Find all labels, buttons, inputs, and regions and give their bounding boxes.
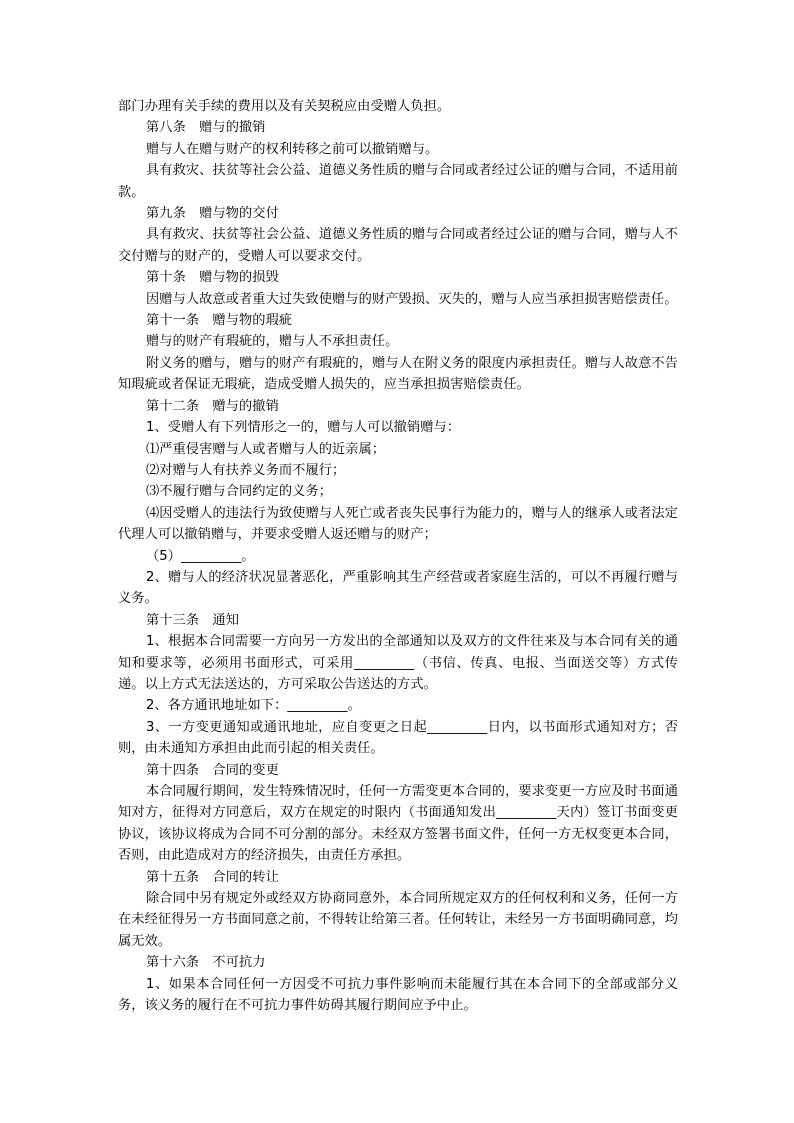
article-15-para-1: 除合同中另有规定外或经双方协商同意外，本合同所规定双方的任何权利和义务，任何一方在未经征得另一方书面同意之前，不得转让给第三者。任何转让，未经另一方书面明确同意，均属无效。	[118, 891, 678, 949]
article-11-heading: 第十一条 赠与物的瑕疵	[146, 313, 293, 329]
article-8-para-1: 赠与人在赠与财产的权利转移之前可以撤销赠与。	[146, 141, 439, 157]
article-10-heading: 第十条 赠与物的损毁	[146, 270, 279, 286]
article-11-para-1: 赠与的财产有瑕疵的，赠与人不承担责任。	[146, 334, 399, 350]
article-12-heading: 第十二条 赠与的撤销	[146, 398, 279, 414]
article-15-heading: 第十五条 合同的转让	[146, 869, 279, 885]
article-12-item-1: ⑴严重侵害赠与人或者赠与人的近亲属；	[146, 441, 386, 457]
article-8-para-2: 具有救灾、扶贫等社会公益、道德义务性质的赠与合同或者经过公证的赠与合同，不适用前款。	[118, 163, 678, 200]
article-13-heading: 第十三条 通知	[146, 612, 240, 628]
document-page	[118, 96, 678, 1016]
article-14-heading: 第十四条 合同的变更	[146, 762, 279, 778]
article-14-para-1: 本合同履行期间，发生特殊情况时，任何一方需变更本合同的，要求变更一方应及时书面通知对方，征得对方同意后，双方在规定的时限内（书面通知发出_________天内）签订书面变更协议，该协议将成为合同不可分割的部分。未经双方签署书面文件，任何一方无权变更本合同，否则，由此造成对方的经济损失，由责任方承担。	[118, 784, 678, 864]
article-12-item-5: （5）_________。	[146, 548, 255, 564]
article-12-para-2: 2、赠与人的经济状况显著恶化，严重影响其生产经营或者家庭生活的，可以不再履行赠与义务。	[118, 569, 678, 607]
article-12-item-4: ⑷因受赠人的违法行为致使赠与人死亡或者丧失民事行为能力的，赠与人的继承人或者法定代理人可以撤销赠与，并要求受赠人返还赠与的财产；	[118, 505, 678, 543]
paragraph-continuation: 部门办理有关手续的费用以及有关契税应由受赠人负担。	[118, 99, 451, 114]
article-12-item-3: ⑶不履行赠与合同约定的义务；	[146, 484, 333, 500]
article-11-para-2: 附义务的赠与，赠与的财产有瑕疵的，赠与人在附义务的限度内承担责任。赠与人故意不告知瑕疵或者保证无瑕疵，造成受赠人损失的，应当承担损害赔偿责任。	[118, 355, 678, 393]
article-16-para-1: 1、如果本合同任何一方因受不可抗力事件影响而未能履行其在本合同下的全部或部分义务，该义务的履行在不可抗力事件妨碍其履行期间应予中止。	[118, 976, 678, 1014]
article-12-item-2: ⑵对赠与人有扶养义务而不履行；	[146, 462, 346, 478]
article-10-para-1: 因赠与人故意或者重大过失致使赠与的财产毁损、灭失的，赠与人应当承担损害赔偿责任。	[146, 291, 678, 307]
article-13-para-3: 3、一方变更通知或通讯地址，应自变更之日起_________日内，以书面形式通知对方；否则，由未通知方承担由此而引起的相关责任。	[118, 719, 678, 757]
article-16-heading: 第十六条 不可抗力	[146, 955, 266, 971]
article-8-heading: 第八条 赠与的撤销	[146, 120, 266, 136]
article-13-para-2: 2、各方通讯地址如下：_________。	[146, 698, 361, 714]
article-9-para-1: 具有救灾、扶贫等社会公益、道德义务性质的赠与合同或者经过公证的赠与合同，赠与人不交付赠与的财产的，受赠人可以要求交付。	[118, 227, 678, 264]
article-12-para-1: 1、受赠人有下列情形之一的，赠与人可以撤销赠与：	[146, 420, 461, 436]
article-13-para-1: 1、根据本合同需要一方向另一方发出的全部通知以及双方的文件往来及与本合同有关的通知和要求等，必须用书面形式，可采用_________（书信、传真、电报、当面送交等）方式传递。以上方式无法送达的，方可采取公告送达的方式。	[118, 634, 678, 692]
article-9-heading: 第九条 赠与物的交付	[146, 206, 279, 222]
